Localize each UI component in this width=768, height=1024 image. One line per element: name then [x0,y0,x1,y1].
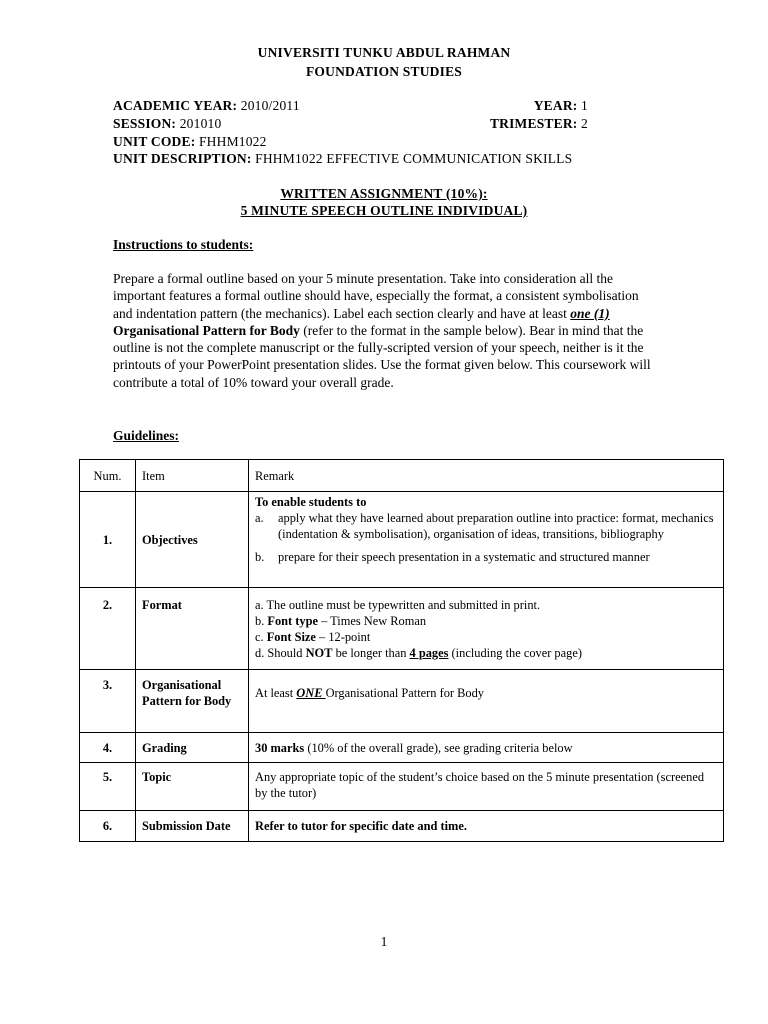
row-item: Format [136,588,249,670]
academic-year-label: ACADEMIC YEAR: [113,98,238,113]
row-item: Topic [136,763,249,811]
format-point-b-bold: Font type [267,614,318,628]
objectives-intro: To enable students to [255,495,367,509]
list-marker: b. [255,550,265,564]
row-num: 5. [80,763,136,811]
guidelines-table [79,459,724,842]
grading-rest: (10% of the overall grade), see grading criteria below [304,740,573,755]
format-point-c [255,629,719,645]
table-row [80,811,724,842]
table-row [80,733,724,763]
format-point-d-prefix: d. Should [255,646,306,660]
row-item: Organisational Pattern for Body [136,670,249,733]
instructions-paragraph [113,270,653,391]
unit-description-label: UNIT DESCRIPTION: [113,151,252,166]
table-row [80,670,724,733]
row-item: Submission Date [136,811,249,842]
year-value: 1 [581,98,588,113]
table-row [80,588,724,670]
trimester-label: TRIMESTER: [489,116,578,131]
list-marker: a. [255,511,264,525]
row-remark: Any appropriate topic of the student’s choice based on the 5 minute presentation (screened by the tutor) [249,763,724,811]
assignment-subtitle: 5 MINUTE SPEECH OUTLINE INDIVIDUAL) [240,203,528,218]
list-item [255,510,719,542]
grading-marks: 30 marks [255,740,305,755]
row-remark: Refer to tutor for specific date and time. [249,811,724,842]
session-value: 201010 [179,116,222,131]
format-point-c-bold: Font Size [266,630,316,644]
format-point-b-rest: – Times New Roman [317,614,427,628]
table-row [80,763,724,811]
header-remark: Remark [249,460,724,492]
instructions-heading: Instructions to students: [113,237,254,252]
table-header-row [80,460,724,492]
pattern-pre: At least [255,686,297,700]
format-point-b [255,613,719,629]
trimester-value: 2 [581,116,588,131]
year-line [478,97,588,114]
row-num: 1. [80,492,136,588]
format-point-d-mid: be longer than [332,646,410,660]
unit-description-line [113,150,673,167]
year-label: YEAR: [533,98,578,113]
row-remark [249,733,724,763]
table-row [80,492,724,588]
instructions-text-rest: (refer to the format in the sample below). Bear in mind that the outline is not the complete manuscript or the fully-scripted version of your speech, neither is it the printouts of your PowerPoint presentation slides. Use the format given below. This coursework will contribute a total of 10% toward your overall grade. [113,322,651,390]
format-point-b-prefix: b. [255,614,268,628]
trimester-line [478,115,588,132]
unit-description-value: FHHM1022 EFFECTIVE COMMUNICATION SKILLS [255,151,573,166]
university-name: UNIVERSITI TUNKU ABDUL RAHMAN [257,45,511,60]
objectives-list [255,510,719,565]
instructions-emphasis-pattern: Organisational Pattern for Body [113,322,300,338]
row-item: Grading [136,733,249,763]
pattern-emphasis: ONE [296,686,326,700]
row-remark [249,588,724,670]
session-label: SESSION: [113,116,177,131]
format-point-d [255,645,719,661]
format-point-d-pages: 4 pages [409,646,449,660]
unit-code-line [113,133,583,150]
academic-year-value: 2010/2011 [240,98,300,113]
row-num: 3. [80,670,136,733]
header-item: Item [136,460,249,492]
format-point-a: a. The outline must be typewritten and submitted in print. [255,598,541,612]
unit-code-label: UNIT CODE: [113,134,196,149]
row-remark [249,492,724,588]
list-item [255,549,719,565]
department-name: FOUNDATION STUDIES [305,64,462,79]
instructions-text-start: Prepare a formal outline based on your 5 minute presentation. Take into consideration all the important features a formal outline should have, especially the format, a consistent symbolisation and indentation pattern (the mechanics). Label each section clearly and have at least [113,271,639,321]
unit-code-value: FHHM1022 [198,134,267,149]
format-point-d-bold: NOT [305,646,333,660]
row-remark [249,670,724,733]
row-num: 4. [80,733,136,763]
page-number: 1 [380,934,388,949]
assignment-title: WRITTEN ASSIGNMENT (10%): [280,186,488,201]
list-item-text: prepare for their speech presentation in a systematic and structured manner [278,550,650,564]
row-item: Objectives [136,492,249,588]
format-point-d-rest: (including the cover page) [448,646,582,660]
pattern-post: Organisational Pattern for Body [325,686,484,700]
format-point-c-prefix: c. [255,630,267,644]
row-num: 2. [80,588,136,670]
header-num: Num. [80,460,136,492]
instructions-emphasis-count: one (1) [570,305,610,321]
list-item-text: apply what they have learned about preparation outline into practice: format, mechanics (indentation & symbolisation), organisation of ideas, transitions, bibliography [278,511,714,541]
format-point-c-rest: – 12-point [315,630,371,644]
guidelines-heading: Guidelines: [113,428,180,443]
row-num: 6. [80,811,136,842]
